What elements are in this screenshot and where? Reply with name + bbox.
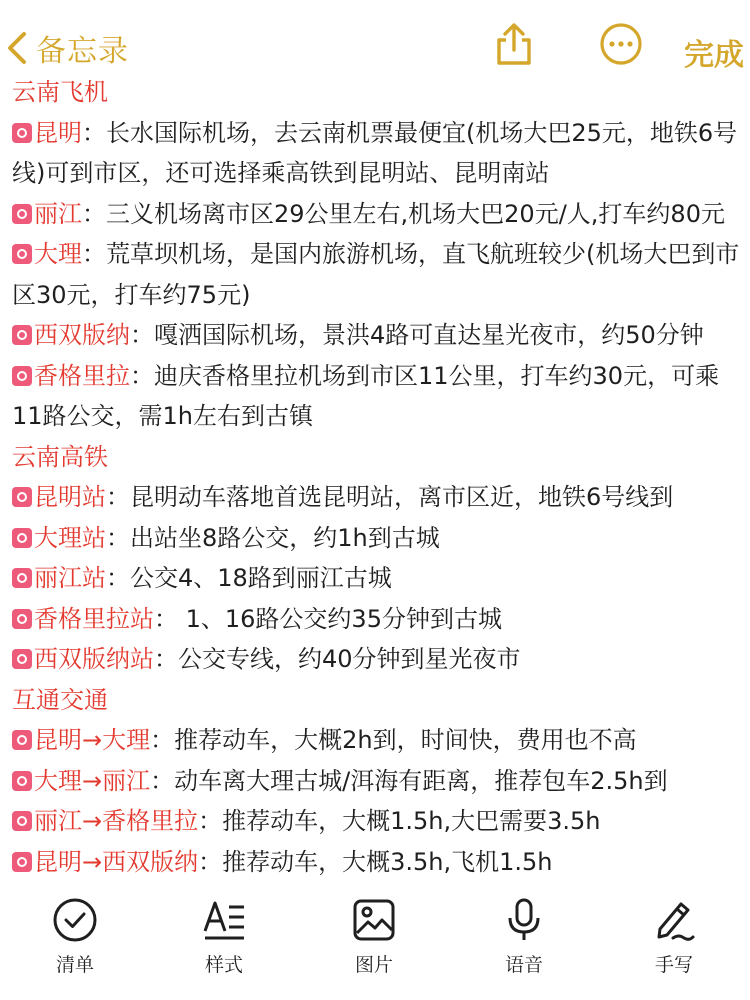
back-button[interactable]: [0, 22, 129, 74]
bullet-icon: [12, 487, 32, 507]
place-description: ：迪庆香格里拉机场到市区11公里，打车约30元，可乘11路公交，需1h左右到古镇: [12, 361, 720, 430]
handwriting-button[interactable]: [624, 896, 724, 977]
route-description: ：推荐动车，大概1.5h,大巴需要3.5h: [198, 807, 601, 835]
place-name: 昆明: [34, 118, 82, 147]
section-title: 云南高铁: [12, 442, 108, 471]
place-description: ：出站坐8路公交，约1h到古城: [106, 523, 440, 552]
place-name: 大理: [34, 240, 82, 268]
microphone-icon: [474, 896, 574, 944]
style-button[interactable]: [174, 896, 274, 977]
checklist-icon: [25, 896, 125, 944]
section-transfers: [12, 680, 742, 883]
share-button[interactable]: [490, 22, 538, 70]
place-name: 丽江站: [34, 564, 106, 592]
back-label: 备忘录: [36, 34, 129, 69]
list-item: [12, 113, 742, 194]
place-name: 大理站: [34, 523, 106, 552]
section-title: 云南飞机: [12, 78, 108, 106]
place-name: 丽江: [34, 199, 82, 228]
list-item: [12, 801, 742, 842]
toolbar-label: 样式: [204, 954, 243, 976]
place-description: ： 1、16路公交约35分钟到古城: [154, 604, 502, 633]
top-bar: [0, 0, 750, 72]
bullet-icon: [12, 528, 32, 548]
bullet-icon: [12, 852, 32, 872]
more-button[interactable]: [597, 22, 645, 70]
place-name: 西双版纳: [34, 321, 130, 349]
bullet-icon: [12, 730, 32, 750]
bullet-icon: [12, 568, 32, 588]
list-item: [12, 558, 742, 599]
list-item: [12, 761, 742, 802]
toolbar-label: 图片: [354, 954, 393, 976]
place-name: 昆明站: [34, 483, 106, 511]
chevron-left-icon: [0, 28, 34, 68]
voice-button[interactable]: [474, 896, 574, 977]
section-title: 互通交通: [12, 685, 108, 714]
list-item: [12, 356, 742, 437]
list-item: [12, 194, 742, 235]
done-button[interactable]: 完成: [684, 38, 744, 73]
place-description: ：公交专线，约40分钟到星光夜市: [154, 645, 521, 673]
list-item: [12, 842, 742, 883]
bullet-icon: [12, 609, 32, 629]
toolbar-label: 语音: [504, 954, 543, 976]
list-item: [12, 234, 742, 315]
toolbar-label: 清单: [55, 954, 94, 976]
place-name: 香格里拉: [34, 361, 130, 390]
section-flights: [12, 72, 742, 437]
route-name: 昆明→大理: [34, 726, 151, 754]
text-style-icon: [174, 896, 274, 944]
checklist-button[interactable]: [25, 896, 125, 977]
image-icon: [324, 896, 424, 944]
toolbar-label: 手写: [654, 954, 693, 976]
place-description: ：嘎洒国际机场，景洪4路可直达星光夜市，约50分钟: [130, 321, 704, 349]
place-name: 香格里拉站: [34, 604, 154, 633]
route-name: 丽江→香格里拉: [34, 807, 199, 835]
share-icon: [494, 22, 534, 70]
place-name: 西双版纳站: [34, 645, 154, 673]
bullet-icon: [12, 366, 32, 386]
bullet-icon: [12, 325, 32, 345]
section-high-speed-rail: [12, 437, 742, 680]
list-item: [12, 599, 742, 640]
place-description: ：荒草坝机场，是国内旅游机场，直飞航班较少(机场大巴到市区30元，打车约75元): [12, 240, 740, 309]
place-description: ：长水国际机场，去云南机票最便宜(机场大巴25元，地铁6号线)可到市区，还可选择乘高铁到昆明站、昆明南站: [12, 118, 738, 187]
more-icon: [599, 22, 643, 70]
route-description: ：推荐动车，大概3.5h,飞机1.5h: [198, 847, 553, 876]
place-description: ：三义机场离市区29公里左右,机场大巴20元/人,打车约80元: [82, 199, 725, 228]
list-item: [12, 518, 742, 559]
bullet-icon: [12, 244, 32, 264]
place-description: ：昆明动车落地首选昆明站，离市区近，地铁6号线到: [106, 483, 674, 511]
bullet-icon: [12, 771, 32, 791]
bullet-icon: [12, 811, 32, 831]
route-name: 大理→丽江: [34, 766, 151, 795]
route-description: ：推荐动车，大概2h到，时间快，费用也不高: [150, 726, 637, 754]
route-name: 昆明→西双版纳: [34, 847, 199, 876]
list-item: [12, 720, 742, 761]
place-description: ：公交4、18路到丽江古城: [106, 564, 392, 592]
list-item: [12, 639, 742, 680]
list-item: [12, 315, 742, 356]
image-button[interactable]: [324, 896, 424, 977]
note-body[interactable]: [12, 72, 742, 882]
bullet-icon: [12, 123, 32, 143]
list-item: [12, 477, 742, 518]
bullet-icon: [12, 649, 32, 669]
pen-icon: [624, 896, 724, 944]
bottom-toolbar: [0, 890, 750, 1000]
route-description: ：动车离大理古城/洱海有距离，推荐包车2.5h到: [150, 766, 668, 795]
bullet-icon: [12, 204, 32, 224]
